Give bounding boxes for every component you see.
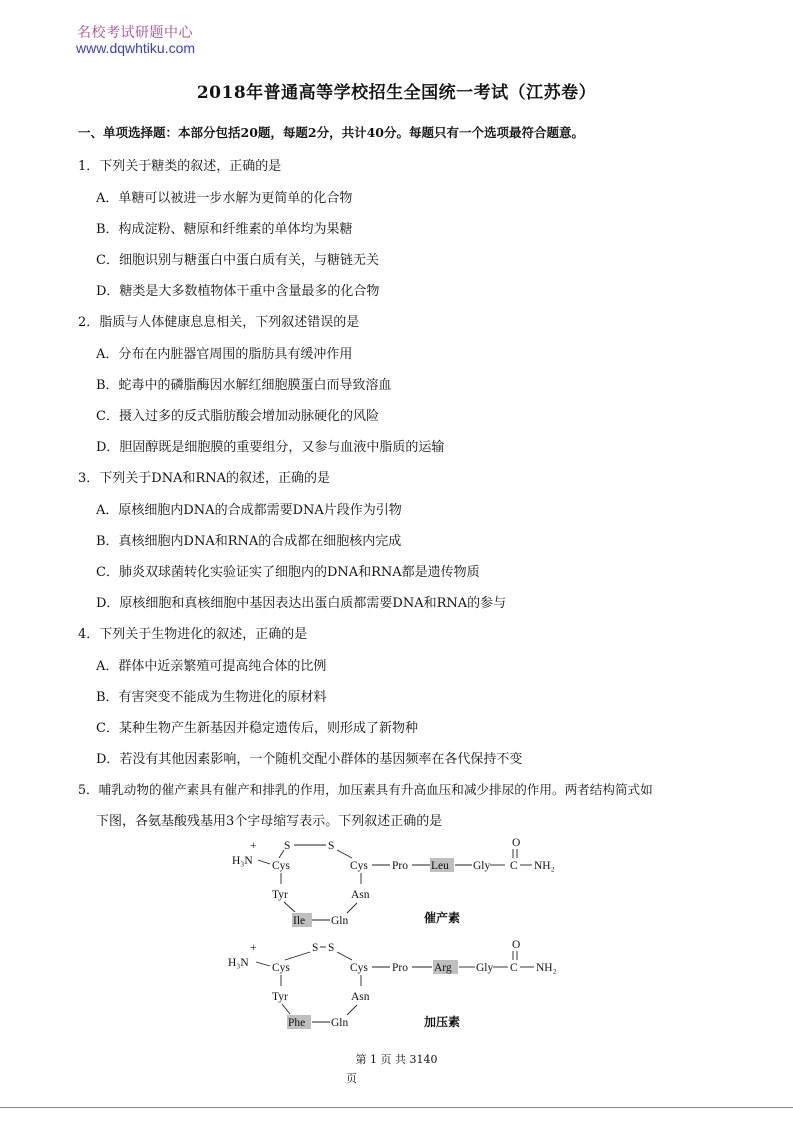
question-3-option-d: D．原核细胞和真核细胞中基因表达出蛋白质都需要DNA和RNA的参与 xyxy=(96,596,507,611)
vasopressin-carbonyl-o: O xyxy=(512,939,521,951)
question-4-option-b: B．有害突变不能成为生物进化的原材料 xyxy=(96,690,327,705)
vasopressin-sulfur-2: S xyxy=(328,942,335,954)
vasopressin-residue-arg: Arg xyxy=(434,962,452,974)
vasopressin-residue-phe: Phe xyxy=(288,1017,306,1029)
question-2-stem: 2．脂质与人体健康息息相关，下列叙述错误的是 xyxy=(78,315,360,330)
oxytocin-residue-tyr: Tyr xyxy=(272,889,288,901)
question-2-option-d: D．胆固醇既是细胞膜的重要组分，又参与血液中脂质的运输 xyxy=(96,440,445,455)
vasopressin-residue-gln: Gln xyxy=(331,1017,349,1029)
page-number: 第 1 页 共 3140 xyxy=(355,1053,438,1066)
section-heading: 一、单项选择题：本部分包括20题，每题2分，共计40分。每题只有一个选项最符合题意。 xyxy=(78,125,584,140)
oxytocin-sulfur-1: S xyxy=(284,840,291,852)
question-2-option-b: B．蛇毒中的磷脂酶因水解红细胞膜蛋白而导致溶血 xyxy=(96,378,392,393)
vasopressin-amide: NH₂ xyxy=(536,962,557,974)
vasopressin-structure xyxy=(228,939,557,1029)
oxytocin-residue-ile: Ile xyxy=(293,915,306,927)
vasopressin-residue-pro: Pro xyxy=(392,962,408,974)
oxytocin-residue-cys2: Cys xyxy=(350,860,368,872)
question-1-option-d: D．糖类是大多数植物体干重中含量最多的化合物 xyxy=(96,284,380,299)
question-4-option-a: A．群体中近亲繁殖可提高纯合体的比例 xyxy=(96,659,327,674)
site-name: 名校考试研题中心 xyxy=(77,25,193,41)
vasopressin-n-terminus: H₃N xyxy=(228,957,249,969)
vasopressin-sulfur-1: S xyxy=(312,942,319,954)
page-title: 2018年普通高等学校招生全国统一考试（江苏卷） xyxy=(196,83,597,103)
site-url[interactable]: www.dqwhtiku.com xyxy=(76,40,196,56)
oxytocin-charge: + xyxy=(250,840,257,852)
question-4-stem: 4．下列关于生物进化的叙述，正确的是 xyxy=(78,627,308,642)
question-3-stem: 3．下列关于DNA和RNA的叙述，正确的是 xyxy=(78,471,331,486)
vasopressin-residue-tyr: Tyr xyxy=(272,991,288,1003)
question-3-option-b: B．真核细胞内DNA和RNA的合成都在细胞核内完成 xyxy=(96,534,402,549)
oxytocin-carbonyl-c: C xyxy=(510,860,518,872)
vasopressin-residue-asn: Asn xyxy=(351,991,370,1003)
question-4-option-c: C．某种生物产生新基因并稳定遗传后，则形成了新物种 xyxy=(96,721,418,736)
vasopressin-caption: 加压素 xyxy=(424,1015,461,1029)
hormone-structures-diagram xyxy=(0,828,793,1048)
oxytocin-residue-pro: Pro xyxy=(392,860,408,872)
oxytocin-caption: 催产素 xyxy=(424,911,461,925)
oxytocin-amide: NH₂ xyxy=(534,860,555,872)
oxytocin-n-terminus: H₃N xyxy=(232,855,253,867)
oxytocin-residue-asn: Asn xyxy=(351,889,370,901)
vasopressin-carbonyl-c: C xyxy=(510,962,518,974)
question-2-option-a: A．分布在内脏器官周围的脂肪具有缓冲作用 xyxy=(96,347,353,362)
question-5-stem: 5．哺乳动物的催产素具有催产和排乳的作用，加压素具有升高血压和减少排尿的作用。两者结构简式如 xyxy=(78,782,653,797)
oxytocin-residue-leu: Leu xyxy=(431,860,449,872)
question-1-option-c: C．细胞识别与糖蛋白中蛋白质有关，与糖链无关 xyxy=(96,253,379,268)
oxytocin-residue-gln: Gln xyxy=(331,915,349,927)
question-1-option-b: B．构成淀粉、糖原和纤维素的单体均为果糖 xyxy=(96,222,353,237)
vasopressin-residue-gly: Gly xyxy=(476,962,494,974)
vasopressin-residue-cys1: Cys xyxy=(272,962,290,974)
oxytocin-sulfur-2: S xyxy=(328,840,335,852)
question-2-option-c: C．摄入过多的反式脂肪酸会增加动脉硬化的风险 xyxy=(96,409,379,424)
question-4-option-d: D．若没有其他因素影响，一个随机交配小群体的基因频率在各代保持不变 xyxy=(96,752,523,767)
question-3-option-a: A．原核细胞内DNA的合成都需要DNA片段作为引物 xyxy=(96,503,402,518)
page-number-suffix: 页 xyxy=(346,1072,357,1085)
vasopressin-residue-cys2: Cys xyxy=(350,962,368,974)
question-1-stem: 1．下列关于糖类的叙述，正确的是 xyxy=(78,159,282,174)
oxytocin-residue-gly: Gly xyxy=(473,860,491,872)
question-1-option-a: A．单糖可以被进一步水解为更简单的化合物 xyxy=(96,191,353,206)
question-5-stem-continued: 下图，各氨基酸残基用3个字母缩写表示。下列叙述正确的是 xyxy=(96,814,443,829)
question-3-option-c: C．肺炎双球菌转化实验证实了细胞内的DNA和RNA都是遗传物质 xyxy=(96,565,480,580)
footer-divider xyxy=(0,1107,793,1108)
oxytocin-structure xyxy=(232,837,555,927)
oxytocin-residue-cys1: Cys xyxy=(272,860,290,872)
vasopressin-charge: + xyxy=(250,942,257,954)
oxytocin-carbonyl-o: O xyxy=(512,837,521,849)
